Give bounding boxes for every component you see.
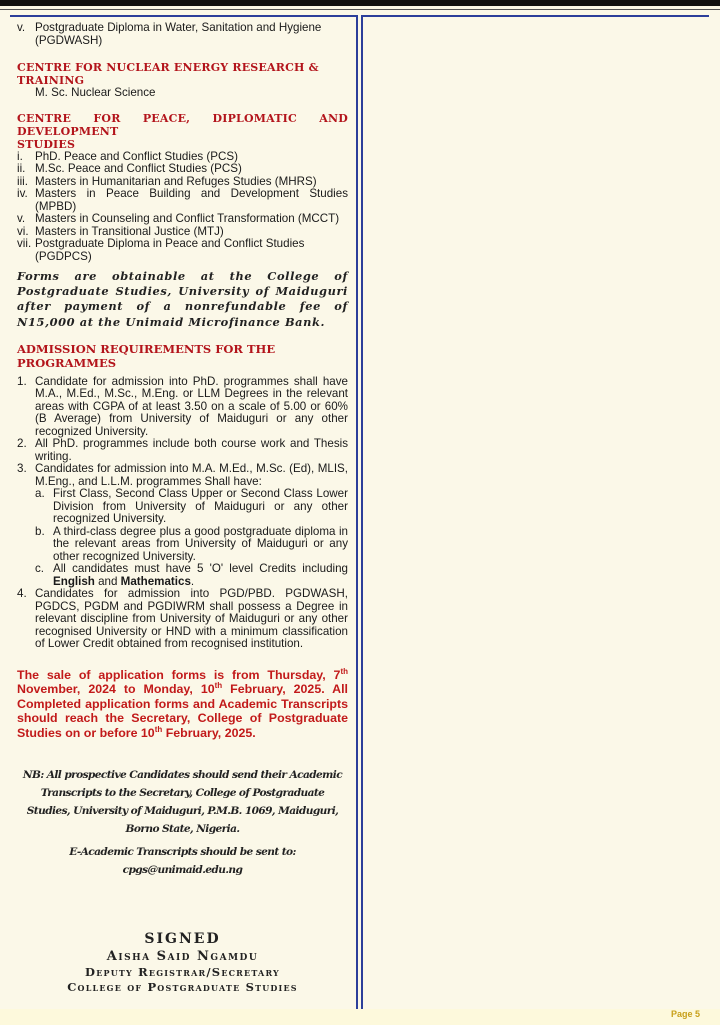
top-rule: [0, 0, 720, 6]
requirement-sub-item: b. A third-class degree plus a good postgraduate diploma in the relevant areas from University of Maiduguri or any other recognized University.: [35, 524, 348, 563]
signed-label: SIGNED: [144, 931, 221, 948]
list-item: iv. Masters in Peace Building and Development Studies (MPBD): [17, 187, 348, 213]
list-number: [17, 35, 35, 48]
footer-bar: [0, 1009, 720, 1025]
list-item: vii. Postgraduate Diploma in Peace and Conflict Studies (PGDPCS): [17, 237, 305, 263]
sale-dates-notice: The sale of application forms is from Thursday, 7th November, 2024 to Monday, 10th February, 2025. All Completed application forms and Academic Transcripts should reach the Secretary, College of Postgraduate Studies on or before 10th February, 2025.: [17, 666, 348, 740]
list-item: i. PhD. Peace and Conflict Studies (PCS): [17, 149, 238, 163]
admission-heading: ADMISSION REQUIREMENTS FOR THE PROGRAMMES: [17, 341, 276, 370]
requirement-item: 3. Candidates for admission into M.A. M.Ed., M.Sc. (Ed), MLIS, M.Eng., and L.L.M. programmes Shall have:: [17, 462, 348, 488]
e-transcripts-label: E-Academic Transcripts should be sent to:: [69, 846, 296, 859]
requirement-item: 1. Candidate for admission into PhD. programmes shall have M.A., M.Ed., M.Sc., M.Eng. or LLM Degrees in the relevant areas with CGPA of at least 3.50 on a scale of 5.00 or 60% (B Average) from University of Maiduguri or any other recognized University.: [17, 374, 348, 438]
list-item: ii. M.Sc. Peace and Conflict Studies (PCS): [17, 162, 242, 175]
signatory-title: Deputy Registrar/Secretary: [85, 965, 280, 980]
list-number: v.: [17, 21, 26, 34]
requirement-sub-item: c. All candidates must have 5 'O' level Credits including English and Mathematics.: [35, 562, 348, 588]
list-item: iii. Masters in Humanitarian and Refuges Studies (MHRS): [17, 174, 317, 188]
peace-centre-heading-cont: STUDIES: [17, 137, 76, 151]
requirement-item: 4. Candidates for admission into PGD/PBD. PGDWASH, PGDCS, PGDM and PGDIWRM shall possess a Degree in relevant discipline from University of Maiduguri or any other recognised University or HND with a minimum classification of Lower Credit obtained from recognised institution.: [17, 587, 348, 651]
peace-centre-heading: CENTRE FOR PEACE, DIPLOMATIC AND DEVELOPMENT: [17, 111, 348, 138]
nuclear-centre-heading: CENTRE FOR NUCLEAR ENERGY RESEARCH & TRAINING: [17, 61, 319, 87]
list-text: Postgraduate Diploma in Water, Sanitation and Hygiene: [35, 21, 322, 34]
list-item: [17, 35, 348, 48]
requirement-sub-item: a. First Class, Second Class Upper or Second Class Lower Division from University of Maiduguri or any other recognized University.: [35, 487, 348, 526]
list-item: [17, 22, 348, 35]
transcripts-email: cpgs@unimaid.edu.ng: [122, 864, 243, 877]
signatory-name: Aisha Said Ngamdu: [106, 949, 259, 965]
left-column-content: [17, 22, 348, 995]
nb-transcripts-note: NB: All prospective Candidates should send their Academic Transcripts to the Secretary, College of Postgraduate Studies, University of Maiduguri, P.M.B. 1069, Maiduguri, Borno State, Nigeria.: [22, 769, 343, 836]
list-text: M. Sc. Nuclear Science: [35, 86, 156, 99]
right-column-frame: [361, 15, 709, 1011]
peace-programme-list: [17, 151, 348, 264]
list-item: vi. Masters in Transitional Justice (MTJ): [17, 224, 224, 238]
list-item: v. Masters in Counseling and Conflict Transformation (MCCT): [17, 212, 340, 225]
forms-notice: Forms are obtainable at the College of Postgraduate Studies, University of Maiduguri after payment of a nonrefundable fee of N15,000 at the Unimaid Microfinance Bank.: [17, 269, 348, 329]
requirement-item: 2. All PhD. programmes include both course work and Thesis writing.: [17, 437, 348, 463]
list-item: [17, 87, 348, 100]
signatory-office: College of Postgraduate Studies: [67, 980, 298, 995]
page-number: Page 5: [670, 1009, 700, 1019]
list-text: (PGDWASH): [35, 33, 103, 47]
top-thin-rule: [0, 9, 720, 10]
